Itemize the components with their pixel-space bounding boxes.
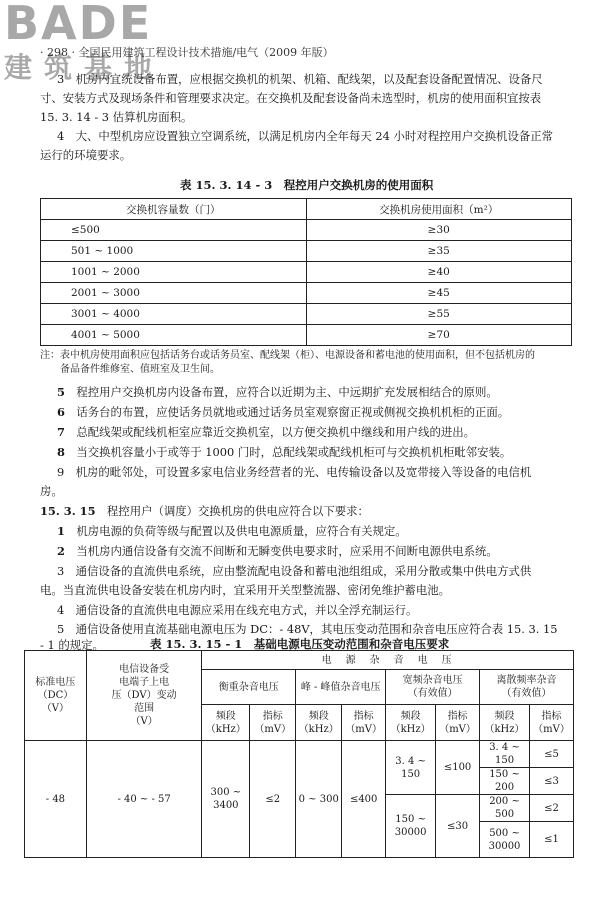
value-discrete-index: ≤2 <box>529 795 573 822</box>
header-terminal-voltage: 电信设备受 电端子上电 压（DV）变动 范围 （V） <box>86 651 202 741</box>
header-weighted: 衡重杂音电压 <box>202 670 296 705</box>
header-freq: 频段 （kHz） <box>202 705 250 741</box>
table-cell: ≥35 <box>306 241 572 262</box>
table-header: 交换机容量数（门） <box>41 199 307 220</box>
table-cell: 3001 ~ 4000 <box>41 304 307 325</box>
table1-note-line-1: 注：表中机房使用面积应包括话务台或话务员室、配线架（柜）、电源设备和蓄电池的使用面积，但不包括机房的 <box>40 350 535 361</box>
page-header: · 298 · 全国民用建筑工程设计技术措施/电气（2009 年版） <box>40 46 334 59</box>
item-b2: 2 当机房内通信设备有交流不间断和无瞬变供电要求时，应采用不间断电源供电系统。 <box>57 544 498 558</box>
item-7: 7 总配线架或配线机柜室应靠近交换机室，以方便交换机中继线和用户线的进出。 <box>57 425 476 439</box>
header-index: 指标 （mV） <box>250 705 296 741</box>
header-index: 指标 （mV） <box>342 705 386 741</box>
value-weighted-index: ≤2 <box>250 741 296 858</box>
value-discrete-freq: 200 ~ 500 <box>480 795 530 822</box>
para-4-line-1: 4 大、中型机房应设置独立空调系统，以满足机房内全年每天 24 小时对程控用户交换机设备正常 <box>57 129 554 143</box>
table-row <box>41 304 572 325</box>
header-broadband: 宽频杂音电压 （有效值） <box>386 670 480 705</box>
value-discrete-freq: 500 ~ 30000 <box>480 822 530 858</box>
para-intro-line-1: 3 机房内宜统设备布置，应根据交换机的机架、机箱、配线架，以及配套设备配置情况、设备尺 <box>57 72 543 86</box>
header-std-voltage: 标准电压 （DC） （V） <box>25 651 87 741</box>
table-cell: ≥40 <box>306 262 572 283</box>
value-discrete-freq: 3. 4 ~ 150 <box>480 741 530 768</box>
value-terminal-range: - 40 ~ - 57 <box>86 741 202 858</box>
value-discrete-freq: 150 ~ 200 <box>480 768 530 795</box>
header-discrete: 离散频率杂音 （有效值） <box>480 670 574 705</box>
item-b1: 1 机房电源的负荷等级与配置以及供电电源质量，应符合有关规定。 <box>57 524 407 538</box>
table-power-noise <box>24 650 574 858</box>
value-broadband-freq-2: 150 ~ 30000 <box>386 795 436 858</box>
item-8: 8 当交换机容量小于或等于 1000 门时，总配线架或配线机柜可与交换机机柜毗邻安装。 <box>57 445 512 459</box>
item-b5-line-2: - 1 的规定。 <box>40 638 104 652</box>
table-cell: ≥55 <box>306 304 572 325</box>
para-intro-line-3: 15. 3. 14 - 3 估算机房面积。 <box>40 110 193 124</box>
header-freq: 频段 （kHz） <box>296 705 342 741</box>
header-index: 指标 （mV） <box>436 705 480 741</box>
item-b4: 4 通信设备的直流供电电源应采用在线充电方式，并以全浮充制运行。 <box>57 603 418 617</box>
watermark-subtitle: 建筑基地 <box>4 51 165 84</box>
item-b5-line-1: 5 通信设备使用直流基础电源电压为 DC：- 48V，其电压变动范围和杂音电压应符合表 15. 3. 15 <box>57 622 558 636</box>
table-cell: ≥70 <box>306 325 572 346</box>
table-cell: 4001 ~ 5000 <box>41 325 307 346</box>
table-cell: 501 ~ 1000 <box>41 241 307 262</box>
item-9-line-2: 房。 <box>40 484 63 498</box>
value-discrete-index: ≤1 <box>529 822 573 858</box>
table-header-row <box>41 199 572 220</box>
table-row <box>41 262 572 283</box>
table-row <box>41 325 572 346</box>
header-peak: 峰 - 峰值杂音电压 <box>296 670 386 705</box>
para-4-line-2: 运行的环境要求。 <box>40 148 132 162</box>
table-header: 交换机房使用面积（m²） <box>306 199 572 220</box>
table-cell: ≥30 <box>306 220 572 241</box>
table-cell: ≤500 <box>41 220 307 241</box>
table2-caption: 表 15. 3. 15 - 1 基础电源电压变动范围和杂音电压要求 <box>150 637 450 651</box>
table-room-area <box>40 198 572 346</box>
value-discrete-index: ≤3 <box>529 768 573 795</box>
table-cell: 2001 ~ 3000 <box>41 283 307 304</box>
value-discrete-index: ≤5 <box>529 741 573 768</box>
header-freq: 频段 （kHz） <box>480 705 530 741</box>
item-5: 5 程控用户交换机房内设备布置，应符合以近期为主、中远期扩充发展相结合的原则。 <box>57 385 498 399</box>
value-broadband-index-1: ≤100 <box>436 741 480 795</box>
header-index: 指标 （mV） <box>529 705 573 741</box>
para-intro-line-2: 寸、安装方式及现场条件和管理要求决定。在交换机及配套设备尚未选型时，机房的使用面积宜按表 <box>40 91 542 105</box>
table-cell: 1001 ~ 2000 <box>41 262 307 283</box>
item-9-line-1: 9 机房的毗邻处，可设置多家电信业务经营者的光、电传输设备以及宽带接入等设备的电信机 <box>57 465 532 479</box>
item-6: 6 话务台的布置，应使话务员就地或通过话务员室观察窗正视或侧视交换机机柜的正面。 <box>57 405 510 419</box>
table1-caption: 表 15. 3. 14 - 3 程控用户交换机房的使用面积 <box>180 178 434 192</box>
header-freq: 频段 （kHz） <box>386 705 436 741</box>
table-row <box>41 283 572 304</box>
value-std-voltage: - 48 <box>25 741 87 858</box>
header-noise: 电 源 杂 音 电 压 <box>202 651 574 670</box>
table-row <box>41 220 572 241</box>
table-cell: ≥45 <box>306 283 572 304</box>
value-peak-index: ≤400 <box>342 741 386 858</box>
value-peak-freq: 0 ~ 300 <box>296 741 342 858</box>
value-broadband-freq-1: 3. 4 ~ 150 <box>386 741 436 795</box>
table-row <box>41 241 572 262</box>
value-weighted-freq: 300 ~ 3400 <box>202 741 250 858</box>
section-15-3-15: 15. 3. 15 程控用户（调度）交换机房的供电应符合以下要求： <box>40 504 369 518</box>
table1-note-line-2: 备品备件维修室、值班室及卫生间。 <box>40 364 220 375</box>
item-b3-line-2: 电。当直流供电设备安装在机房内时，宜采用开关型整流器、密闭免维护蓄电池。 <box>40 583 451 597</box>
item-b3-line-1: 3 通信设备的直流供电系统，应由整流配电设备和蓄电池组组成，采用分散或集中供电方式供 <box>57 564 532 578</box>
watermark-logo: BADE <box>4 0 153 50</box>
value-broadband-index-2: ≤30 <box>436 795 480 858</box>
